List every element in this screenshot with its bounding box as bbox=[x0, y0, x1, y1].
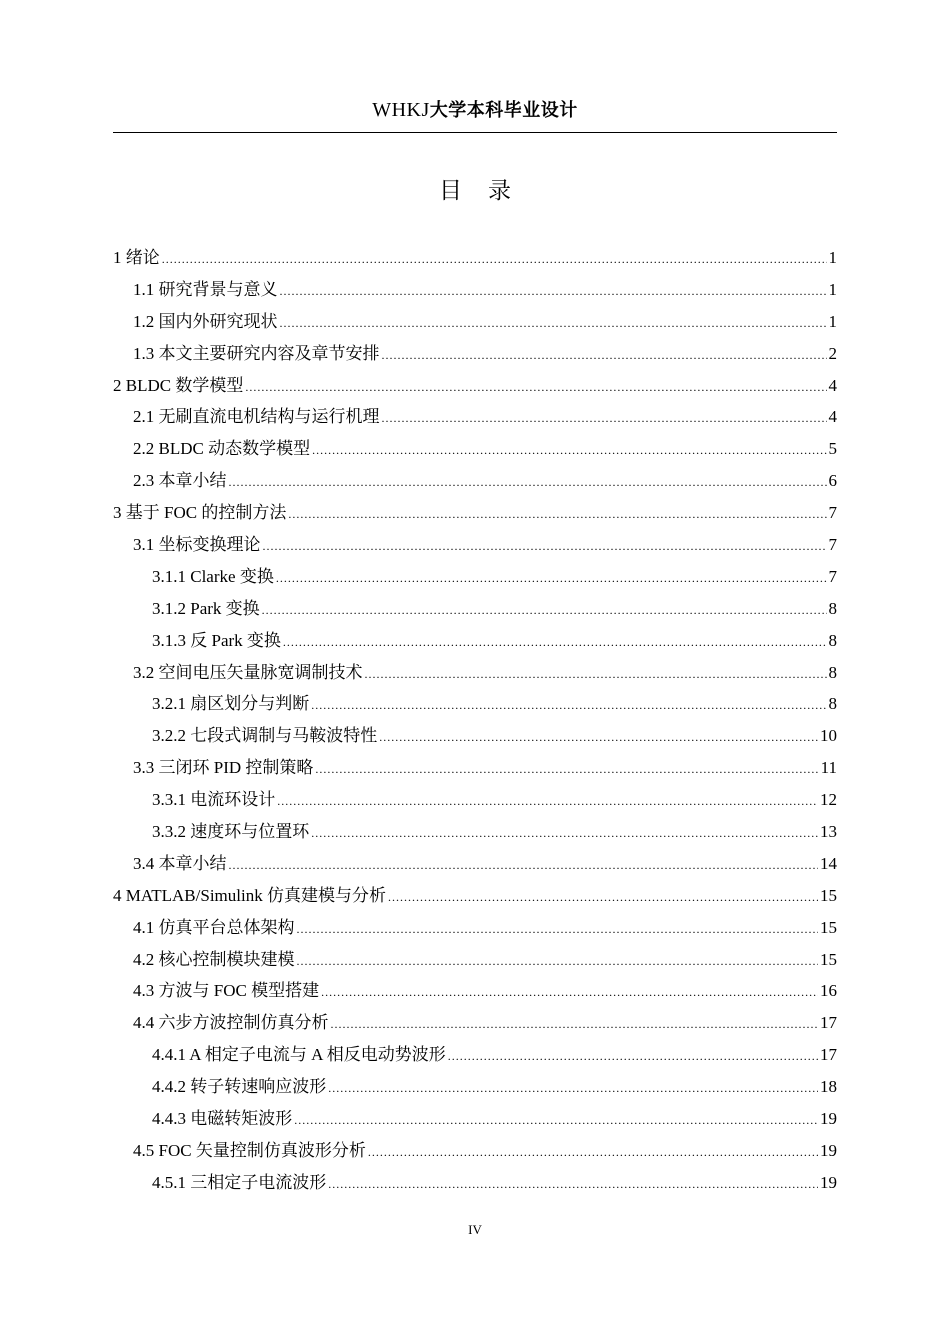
toc-entry[interactable] bbox=[113, 816, 837, 848]
toc-entry-page: 4 bbox=[828, 375, 837, 395]
toc-entry-page: 19 bbox=[820, 1109, 837, 1129]
toc-entry-label: 4.4.1 A 相定子电流与 A 相反电动势波形 bbox=[152, 1045, 446, 1065]
toc-entry-page: 1 bbox=[828, 248, 837, 267]
toc-entry[interactable] bbox=[113, 593, 837, 625]
toc-dot-leader bbox=[388, 882, 818, 914]
toc-entry-label: 3.1.3 反 Park 变换 bbox=[152, 630, 281, 650]
toc-entry-label: 4 MATLAB/Simulink 仿真建模与分析 bbox=[113, 885, 386, 905]
toc-entry-label: 3 基于 FOC 的控制方法 bbox=[113, 503, 287, 523]
toc-entry[interactable] bbox=[113, 1135, 837, 1167]
toc-entry-label: 4.3 方波与 FOC 模型搭建 bbox=[133, 981, 320, 1001]
toc-dot-leader bbox=[382, 403, 827, 435]
toc-dot-leader bbox=[297, 946, 819, 978]
page-header bbox=[113, 96, 837, 122]
toc-entry-page: 1 bbox=[828, 279, 837, 299]
table-of-contents bbox=[113, 242, 837, 1199]
toc-entry-page: 5 bbox=[828, 439, 837, 459]
toc-entry[interactable] bbox=[113, 370, 837, 402]
toc-entry-label: 4.4.2 转子转速响应波形 bbox=[152, 1077, 327, 1097]
toc-dot-leader bbox=[311, 690, 826, 722]
toc-entry-page: 8 bbox=[828, 694, 837, 714]
toc-entry-page: 19 bbox=[820, 1140, 837, 1160]
toc-entry-page: 10 bbox=[820, 726, 837, 746]
toc-entry-label: 4.2 核心控制模块建模 bbox=[133, 949, 295, 969]
toc-entry-page: 4 bbox=[828, 407, 837, 427]
toc-entry[interactable] bbox=[113, 688, 837, 720]
toc-entry-page: 15 bbox=[820, 917, 837, 937]
toc-dot-leader bbox=[448, 1041, 818, 1073]
toc-entry-label: 1.2 国内外研究现状 bbox=[133, 311, 278, 331]
toc-entry-page: 11 bbox=[820, 758, 837, 778]
toc-dot-leader bbox=[379, 722, 818, 754]
toc-entry[interactable] bbox=[113, 1167, 837, 1199]
toc-entry-label: 3.3 三闭环 PID 控制策略 bbox=[133, 758, 314, 778]
toc-entry[interactable] bbox=[113, 465, 837, 497]
toc-entry-label: 3.1.1 Clarke 变换 bbox=[152, 566, 274, 586]
toc-dot-leader bbox=[382, 340, 827, 372]
toc-entry-page: 17 bbox=[820, 1013, 837, 1033]
toc-entry-label: 1 绪论 bbox=[113, 248, 160, 267]
toc-entry-label: 2 BLDC 数学模型 bbox=[113, 375, 244, 395]
toc-entry-page: 8 bbox=[828, 598, 837, 618]
toc-entry-label: 3.2 空间电压矢量脉宽调制技术 bbox=[133, 662, 363, 682]
toc-entry-label: 1.3 本文主要研究内容及章节安排 bbox=[133, 343, 380, 363]
toc-entry-page: 13 bbox=[820, 822, 837, 842]
toc-entry-label: 2.2 BLDC 动态数学模型 bbox=[133, 439, 311, 459]
toc-dot-leader bbox=[365, 659, 827, 691]
toc-entry-page: 8 bbox=[828, 662, 837, 682]
toc-dot-leader bbox=[162, 244, 827, 276]
toc-entry-page: 19 bbox=[820, 1172, 837, 1192]
toc-entry-page: 7 bbox=[828, 535, 837, 555]
toc-entry[interactable] bbox=[113, 944, 837, 976]
toc-entry[interactable] bbox=[113, 912, 837, 944]
toc-entry-page: 14 bbox=[820, 853, 837, 873]
toc-entry-label: 2.1 无刷直流电机结构与运行机理 bbox=[133, 407, 380, 427]
toc-entry[interactable] bbox=[113, 561, 837, 593]
toc-dot-leader bbox=[321, 977, 818, 1009]
toc-entry[interactable] bbox=[113, 1039, 837, 1071]
toc-entry[interactable] bbox=[113, 1071, 837, 1103]
toc-entry-page: 1 bbox=[828, 311, 837, 331]
toc-entry-label: 3.3.2 速度环与位置环 bbox=[152, 822, 310, 842]
toc-dot-leader bbox=[288, 499, 826, 531]
toc-entry-label: 3.4 本章小结 bbox=[133, 853, 227, 873]
toc-dot-leader bbox=[294, 1105, 818, 1137]
header-rule bbox=[113, 132, 837, 133]
toc-dot-leader bbox=[283, 627, 827, 659]
toc-entry[interactable] bbox=[113, 401, 837, 433]
toc-entry-label: 3.1 坐标变换理论 bbox=[133, 535, 261, 555]
toc-entry[interactable] bbox=[113, 338, 837, 370]
toc-dot-leader bbox=[368, 1137, 818, 1169]
toc-entry-label: 3.1.2 Park 变换 bbox=[152, 598, 260, 618]
toc-entry[interactable] bbox=[113, 625, 837, 657]
toc-entry-label: 4.5.1 三相定子电流波形 bbox=[152, 1172, 327, 1192]
toc-entry[interactable] bbox=[113, 306, 837, 338]
toc-entry[interactable] bbox=[113, 880, 837, 912]
toc-dot-leader bbox=[262, 595, 827, 627]
toc-dot-leader bbox=[263, 531, 827, 563]
toc-entry-label: 4.1 仿真平台总体架构 bbox=[133, 917, 295, 937]
toc-dot-leader bbox=[245, 372, 826, 404]
toc-entry[interactable] bbox=[113, 529, 837, 561]
toc-dot-leader bbox=[229, 850, 819, 882]
toc-entry-label: 4.5 FOC 矢量控制仿真波形分析 bbox=[133, 1140, 366, 1160]
toc-entry[interactable] bbox=[113, 752, 837, 784]
toc-entry-label: 2.3 本章小结 bbox=[133, 471, 227, 491]
toc-entry-label: 4.4 六步方波控制仿真分析 bbox=[133, 1013, 329, 1033]
toc-dot-leader bbox=[311, 818, 818, 850]
toc-entry[interactable] bbox=[113, 433, 837, 465]
toc-entry-page: 17 bbox=[820, 1045, 837, 1065]
toc-entry[interactable] bbox=[113, 242, 837, 274]
toc-dot-leader bbox=[276, 563, 827, 595]
toc-entry[interactable] bbox=[113, 720, 837, 752]
toc-entry-label: 3.3.1 电流环设计 bbox=[152, 790, 276, 810]
toc-dot-leader bbox=[328, 1073, 818, 1105]
toc-dot-leader bbox=[277, 786, 818, 818]
footer-page-number: IV bbox=[468, 1222, 482, 1237]
toc-entry[interactable] bbox=[113, 1103, 837, 1135]
toc-entry-page: 2 bbox=[828, 343, 837, 363]
toc-dot-leader bbox=[328, 1169, 818, 1201]
toc-entry[interactable] bbox=[113, 657, 837, 689]
toc-entry-page: 7 bbox=[828, 503, 837, 523]
toc-dot-leader bbox=[315, 754, 818, 786]
header-school-cn: 大学本科毕业设计 bbox=[429, 100, 578, 121]
toc-dot-leader bbox=[312, 435, 826, 467]
toc-entry-page: 12 bbox=[820, 790, 837, 810]
toc-dot-leader bbox=[229, 467, 827, 499]
toc-dot-leader bbox=[331, 1009, 819, 1041]
toc-entry[interactable] bbox=[113, 848, 837, 880]
toc-entry-page: 7 bbox=[828, 566, 837, 586]
toc-entry-page: 18 bbox=[820, 1077, 837, 1097]
toc-dot-leader bbox=[280, 308, 827, 340]
header-school-en: WHKJ bbox=[372, 99, 430, 121]
toc-entry-page: 6 bbox=[828, 471, 837, 491]
toc-title: 目录 bbox=[439, 178, 537, 204]
toc-entry-label: 4.4.3 电磁转矩波形 bbox=[152, 1109, 293, 1129]
toc-entry[interactable] bbox=[113, 784, 837, 816]
toc-dot-leader bbox=[297, 914, 819, 946]
toc-entry[interactable] bbox=[113, 1007, 837, 1039]
toc-entry-label: 3.2.1 扇区划分与判断 bbox=[152, 694, 310, 714]
toc-entry[interactable] bbox=[113, 975, 837, 1007]
toc-entry-page: 16 bbox=[820, 981, 837, 1001]
toc-entry-page: 15 bbox=[820, 949, 837, 969]
toc-entry-label: 3.2.2 七段式调制与马鞍波特性 bbox=[152, 726, 378, 746]
toc-dot-leader bbox=[280, 276, 827, 308]
toc-entry-page: 15 bbox=[820, 885, 837, 905]
toc-entry-label: 1.1 研究背景与意义 bbox=[133, 279, 278, 299]
toc-entry[interactable] bbox=[113, 497, 837, 529]
toc-entry[interactable] bbox=[113, 274, 837, 306]
toc-entry-page: 8 bbox=[828, 630, 837, 650]
